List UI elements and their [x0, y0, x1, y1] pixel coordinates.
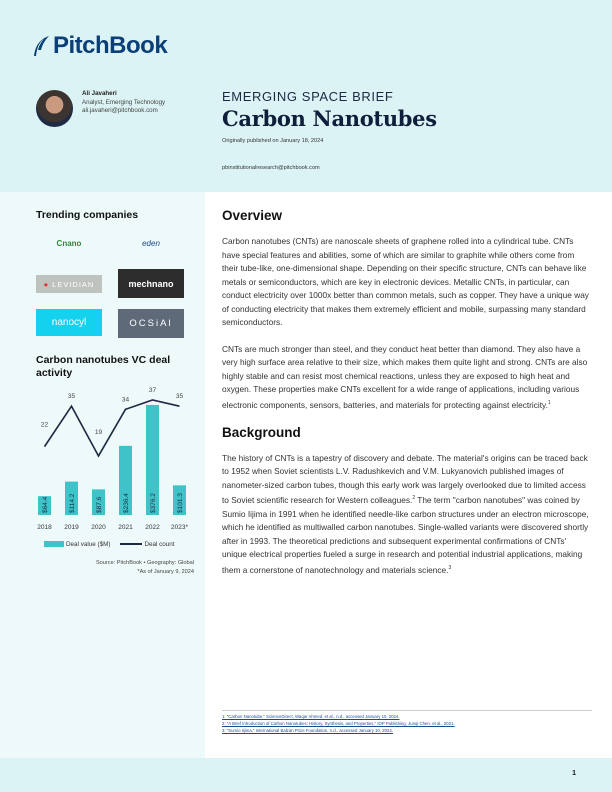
line-label: 35	[67, 393, 76, 401]
logo-text: Cnano	[56, 239, 82, 248]
chart-title: Carbon nanotubes VC deal activity	[36, 354, 171, 379]
bar-label: $114.2	[69, 493, 76, 513]
footnote-ref[interactable]: 3	[448, 564, 452, 571]
deal-count-line	[45, 400, 180, 456]
page-title: Carbon Nanotubes	[222, 106, 437, 131]
contact-email[interactable]: pbinstitutionalresearch@pitchbook.com	[222, 165, 320, 171]
bar-label: $236.4	[123, 493, 130, 513]
deal-activity-chart	[30, 384, 200, 534]
logo-text: eden	[142, 239, 160, 248]
author-block	[82, 90, 165, 116]
footnotes	[222, 714, 455, 734]
footnote-2[interactable]: 2: "A Brief Introduction of Carbon Nanotubes: History, Synthesis, and Properties," IOP Publishing, Junqi Chen, et al., 2021.	[222, 720, 455, 726]
logo-text: LEVIDIAN	[52, 279, 95, 289]
logo-text: mechnano	[128, 278, 174, 289]
background-paragraph: The history of CNTs is a tapestry of discovery and debate. The material's origins can be traced back to 1952 when Soviet scientists L.V. Radushkevich and V.M. Lukyanovich published images of nanometer-sized carbon tubes, though this early work was largely overlooked due to limited access to Soviet scientific research for Western colleagues.$^2$ The term "carbon nanotubes" was coined by Sumio Iijima in 1991 when he identified needle-like carbon structures under an electron microscope, which he identified as multiwalled carbon nanotubes. Single-walled variants were discovered shortly after in 1993. The theoretical predictions and subsequent experimental confirmations of CNTs' unique electrical properties fueled a surge in research and potential industrial applications, making them a cornerstone of nanotechnology and materials science.$^3$	[222, 452, 589, 575]
x-tick-label: 2020	[91, 524, 106, 531]
chart-source	[24, 559, 194, 576]
line-label: 35	[175, 393, 184, 401]
background-heading: Background	[222, 424, 301, 440]
footer-band	[0, 758, 612, 792]
footnote-ref[interactable]: 2	[412, 495, 416, 502]
x-tick-label: 2019	[64, 524, 79, 531]
logo-mechnano	[118, 269, 184, 298]
bar-label: $101.3	[177, 493, 184, 513]
x-tick-label: 2022	[145, 524, 160, 531]
x-tick-label: 2021	[118, 524, 133, 531]
brand-name: PitchBook	[53, 32, 168, 59]
page-number: 1	[572, 770, 576, 777]
chart-note: *As of January 9, 2024	[137, 568, 194, 575]
bar-label: $376.2	[150, 493, 157, 513]
pitchbook-leaf-icon	[32, 36, 50, 56]
chart-legend	[44, 541, 175, 548]
line-label: 37	[148, 387, 157, 394]
logo-ocsial	[118, 309, 184, 338]
main-content	[222, 208, 592, 590]
overview-paragraph-1: Carbon nanotubes (CNTs) are nanoscale sheets of graphene rolled into a cylindrical tube. CNTs have special features and abilities, some of which are similar to graphite while others come from their tube-like, one-dimensional shape. Depending on their specific structure, CNTs can behave like metals or semiconductors, which are key in electronic devices. Metallic CNTs, in particular, can conduct electricity over 1000x better than common metals, such as copper. They have a unique way of conducting electricity that makes them extremely efficient and mobile, surpassing many standard semiconductors.	[222, 236, 589, 327]
logo-text: OCSiAl	[129, 318, 173, 329]
footnote-ref[interactable]: 1	[547, 399, 551, 406]
logo-nanocyl	[36, 309, 102, 336]
x-tick-label: 2023*	[171, 524, 188, 531]
overview-paragraph-2: CNTs are much stronger than steel, and they conduct heat better than diamond. They also have a very high surface area relative to their size, which makes them quite light and strong. CNTs are also highly stable and can resist most chemical reactions, unless they are exposed to high heat and oxygen. These properties make CNTs excellent for a wide range of applications, including various electronic components, sensors, batteries, and materials for protecting against electricity.$^1$	[222, 343, 588, 410]
author-email[interactable]: ali.javaheri@pitchbook.com	[82, 107, 158, 115]
source-text: Source: PitchBook • Geography: Global	[95, 560, 194, 566]
report-kicker: EMERGING SPACE BRIEF	[222, 89, 394, 104]
logo-eden	[118, 229, 184, 258]
line-label: 19	[94, 428, 103, 436]
trending-title: Trending companies	[36, 209, 139, 221]
logo-cnano	[36, 229, 102, 258]
logo-levidian: ● LEVIDIAN	[36, 275, 102, 293]
legend-deal-count: Deal count	[120, 541, 174, 548]
overview-heading: Overview	[222, 208, 283, 223]
logo-text: nanocyl	[51, 317, 87, 328]
footnote-3[interactable]: 3: "Sumio Iijima," International Balzan Prize Foundation, n.d., accessed January 10, 2024.	[222, 727, 393, 733]
legend-deal-value: Deal value ($M)	[44, 541, 110, 548]
footnote-divider	[222, 710, 592, 711]
author-name: Ali Javaheri	[82, 90, 117, 97]
bar-label: $87.6	[96, 496, 103, 513]
line-label: 22	[40, 421, 49, 429]
line-label: 34	[121, 396, 130, 404]
x-tick-label: 2018	[37, 524, 52, 531]
author-avatar	[36, 90, 73, 127]
author-role: Analyst, Emerging Technology	[82, 98, 166, 106]
published-date: Originally published on January 18, 2024	[222, 138, 324, 144]
pitchbook-logo	[32, 32, 167, 60]
footnote-1[interactable]: 1: "Carbon Nanotube," ScienceDirect, Waqar Ahmed, et al., n.d., accessed January 10, 2024.	[222, 714, 400, 719]
bar-label: $64.4	[42, 496, 49, 513]
